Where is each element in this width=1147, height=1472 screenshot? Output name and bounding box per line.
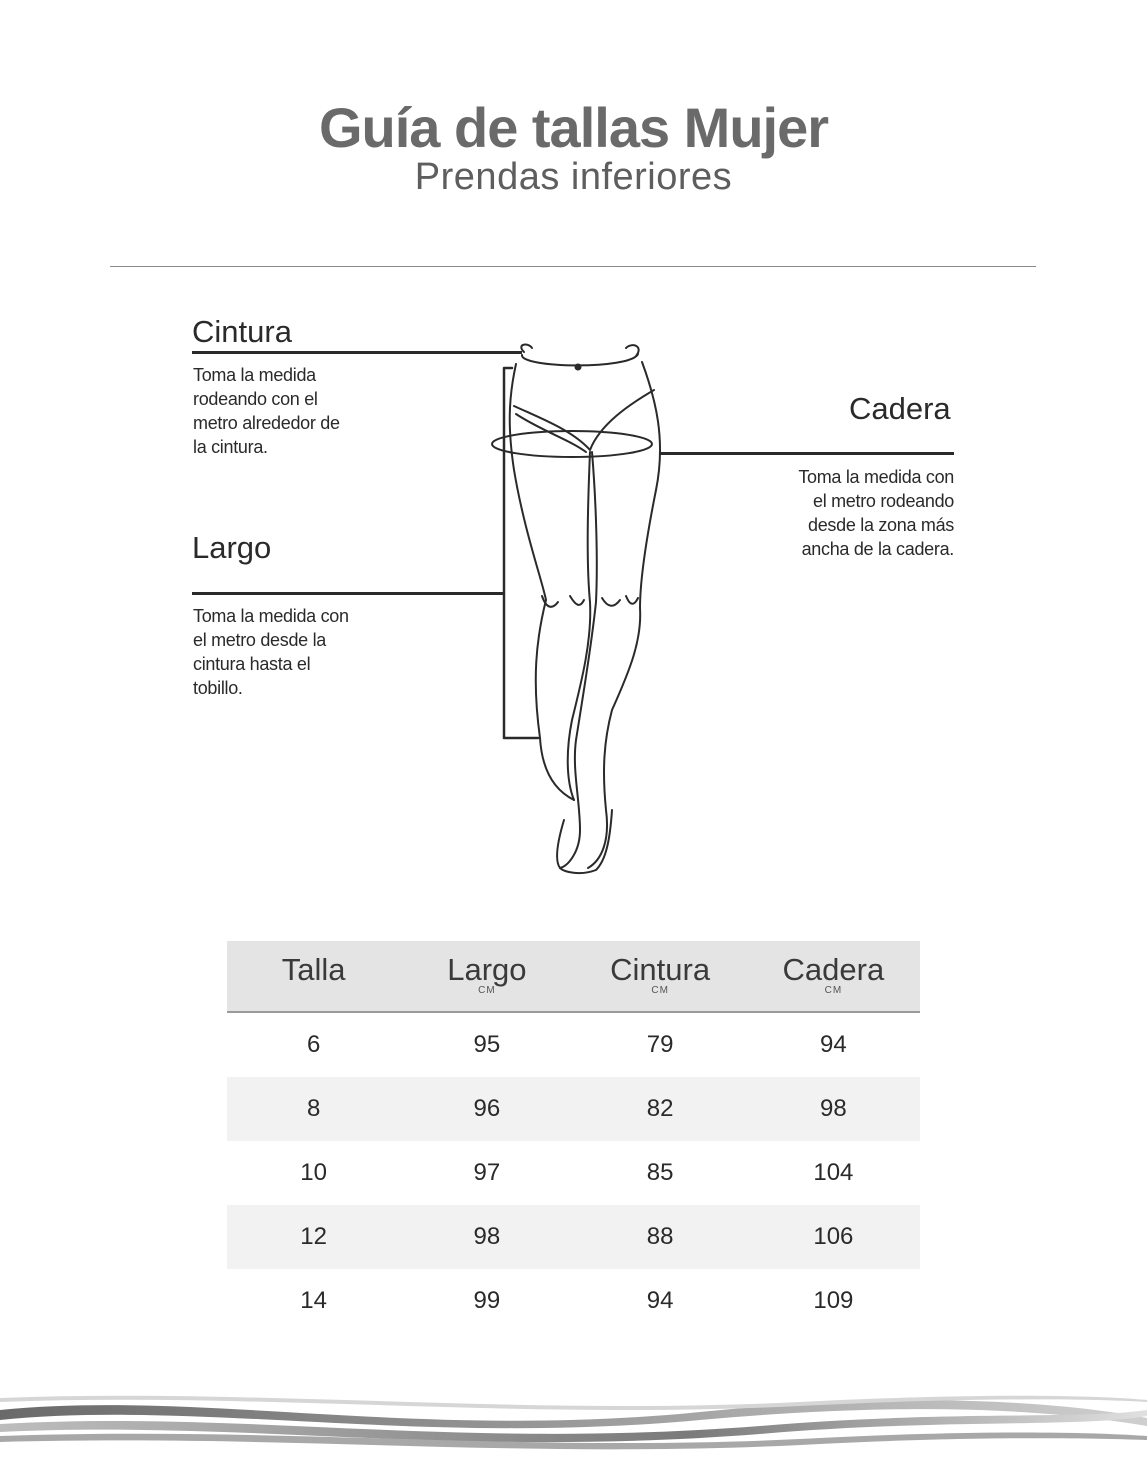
table-cell: 95 xyxy=(473,1031,501,1058)
table-header xyxy=(227,941,920,1013)
legs-illustration xyxy=(480,340,700,880)
page-subtitle: Prendas inferiores xyxy=(414,156,733,198)
cadera-desc-line: desde la zona más xyxy=(808,515,954,535)
column-header-talla xyxy=(227,941,400,1011)
table-cell: 99 xyxy=(473,1287,501,1314)
largo-description xyxy=(193,604,349,700)
column-header-cintura xyxy=(574,941,747,1011)
cintura-desc-line: la cintura. xyxy=(193,437,268,457)
largo-desc-line: cintura hasta el xyxy=(193,654,311,674)
table-cell: 106 xyxy=(813,1223,854,1250)
largo-pointer-line xyxy=(192,592,504,595)
cintura-description xyxy=(193,363,340,459)
table-row xyxy=(227,1269,920,1333)
cadera-desc-line: Toma la medida con xyxy=(798,467,954,487)
table-row xyxy=(227,1013,920,1077)
column-label: Cintura xyxy=(610,952,711,987)
table-cell: 79 xyxy=(646,1031,674,1058)
table-cell: 82 xyxy=(646,1095,674,1122)
cintura-pointer-line xyxy=(192,351,522,354)
largo-desc-line: tobillo. xyxy=(193,678,243,698)
cintura-title: Cintura xyxy=(192,314,292,349)
largo-title: Largo xyxy=(192,530,272,565)
cintura-desc-line: rodeando con el xyxy=(193,389,318,409)
cadera-desc-line: ancha de la cadera. xyxy=(801,539,954,559)
column-unit: CM xyxy=(478,985,496,997)
footer-wave-decoration xyxy=(0,1380,1147,1472)
column-unit: CM xyxy=(651,985,669,997)
table-cell: 6 xyxy=(306,1031,321,1058)
table-cell: 14 xyxy=(300,1287,327,1314)
size-table xyxy=(227,941,920,1333)
largo-desc-line: Toma la medida con xyxy=(193,606,349,626)
cadera-pointer-line xyxy=(660,452,954,455)
table-cell: 109 xyxy=(813,1287,854,1314)
column-unit: CM xyxy=(824,985,843,997)
table-cell: 98 xyxy=(820,1095,847,1122)
largo-desc-line: el metro desde la xyxy=(193,630,326,650)
table-cell: 85 xyxy=(646,1159,674,1186)
cintura-desc-line: metro alrededor de xyxy=(193,413,340,433)
column-label: Cadera xyxy=(782,952,885,987)
table-cell: 8 xyxy=(306,1095,321,1122)
header-divider xyxy=(110,266,1036,267)
table-row xyxy=(227,1077,920,1141)
table-cell: 12 xyxy=(300,1223,327,1250)
table-cell: 104 xyxy=(813,1159,854,1186)
table-row xyxy=(227,1141,920,1205)
table-cell: 10 xyxy=(300,1159,327,1186)
table-cell: 96 xyxy=(473,1095,501,1122)
column-header-largo xyxy=(400,941,573,1011)
table-cell: 94 xyxy=(646,1287,674,1314)
column-label: Talla xyxy=(281,952,346,987)
cadera-description xyxy=(720,465,954,561)
cadera-title: Cadera xyxy=(849,391,951,426)
column-header-cadera xyxy=(747,941,920,1011)
cintura-desc-line: Toma la medida xyxy=(193,365,316,385)
page-title: Guía de tallas Mujer xyxy=(318,96,829,159)
cadera-desc-line: el metro rodeando xyxy=(813,491,954,511)
table-cell: 97 xyxy=(473,1159,501,1186)
table-cell: 98 xyxy=(473,1223,501,1250)
table-cell: 94 xyxy=(820,1031,847,1058)
table-cell: 88 xyxy=(646,1223,674,1250)
table-row xyxy=(227,1205,920,1269)
column-label: Largo xyxy=(447,952,527,987)
